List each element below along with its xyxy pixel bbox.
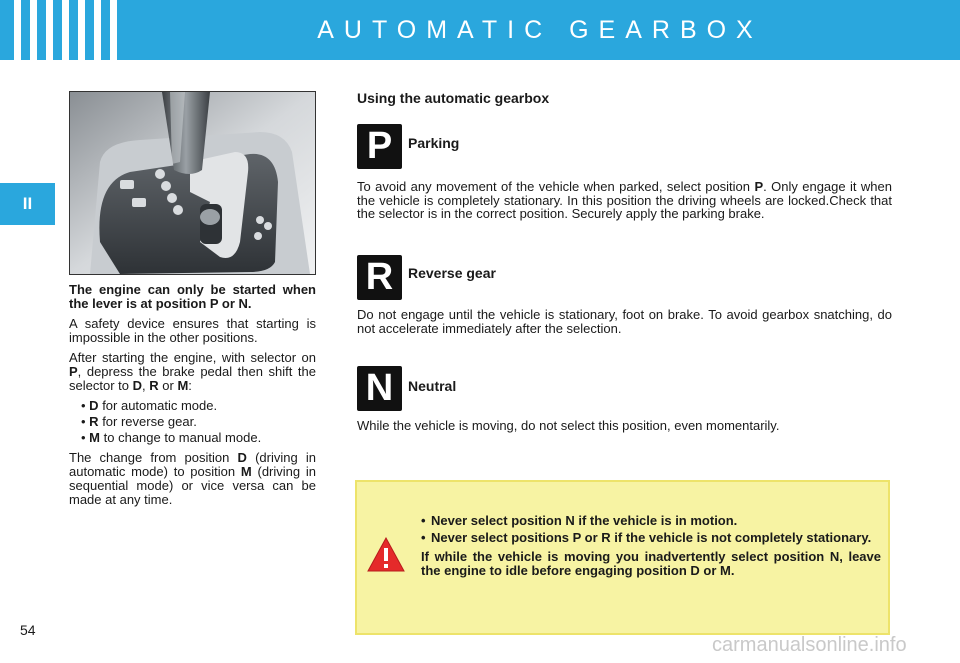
reverse-r-icon: R xyxy=(357,255,402,300)
section-title: Using the automatic gearbox xyxy=(357,90,550,106)
warning-list xyxy=(421,514,881,544)
safety-device-note: A safety device ensures that starting is impossible in the other positions. xyxy=(69,316,316,345)
mode-list xyxy=(69,399,316,445)
warning-paragraph: If while the vehicle is moving you inadvertently select position N, leave the engine to idle before engaging position D or M. xyxy=(421,549,881,578)
page-title: AUTOMATIC GEARBOX xyxy=(317,16,763,44)
neutral-title: Neutral xyxy=(408,378,457,394)
header-stripe xyxy=(110,0,117,60)
warning-text xyxy=(421,514,881,577)
reverse-text: Do not engage until the vehicle is stationary, foot on brake. To avoid gearbox snatching, do not accelerate immediately after the selection. xyxy=(357,307,892,336)
list-item: • Never select positions P or R if the vehicle is not completely stationary. xyxy=(421,531,881,545)
parking-title: Parking xyxy=(408,135,460,151)
gear-selector-illustration xyxy=(70,92,315,274)
list-item: • M to change to manual mode. xyxy=(81,431,316,445)
header-stripe xyxy=(78,0,85,60)
after-starting-paragraph: After starting the engine, with selector on P, depress the brake pedal then shift the selector to D, R or M: xyxy=(69,350,316,393)
chapter-tab: II xyxy=(0,183,55,225)
page-header xyxy=(0,0,960,60)
neutral-n-icon: N xyxy=(357,366,402,411)
header-stripe xyxy=(94,0,101,60)
header-stripe xyxy=(30,0,37,60)
neutral-text: While the vehicle is moving, do not select this position, even momentarily. xyxy=(357,418,780,433)
warning-triangle-icon xyxy=(367,537,405,573)
left-column xyxy=(69,283,316,513)
header-stripe xyxy=(14,0,21,60)
engine-start-note: The engine can only be started when the lever is at position P or N. xyxy=(69,282,316,311)
gear-selector-photo xyxy=(69,91,316,275)
page-number: 54 xyxy=(20,622,36,638)
list-item: • Never select position N if the vehicle is in motion. xyxy=(421,514,881,528)
list-item: • D for automatic mode. xyxy=(81,399,316,413)
header-stripe xyxy=(46,0,53,60)
parking-p-icon: P xyxy=(357,124,402,169)
parking-text: To avoid any movement of the vehicle when parked, select position P. Only engage it when the vehicle is completely stationary. In this position the driving wheels are locked.Check that the selector is in the correct position. Securely apply the parking brake. xyxy=(357,179,892,221)
mode-change-paragraph: The change from position D (driving in automatic mode) to position M (driving in sequential mode) or vice versa can be made at any time. xyxy=(69,450,316,507)
reverse-title: Reverse gear xyxy=(408,265,496,281)
list-item: • R for reverse gear. xyxy=(81,415,316,429)
header-stripe xyxy=(62,0,69,60)
watermark: carmanualsonline.info xyxy=(712,634,907,656)
